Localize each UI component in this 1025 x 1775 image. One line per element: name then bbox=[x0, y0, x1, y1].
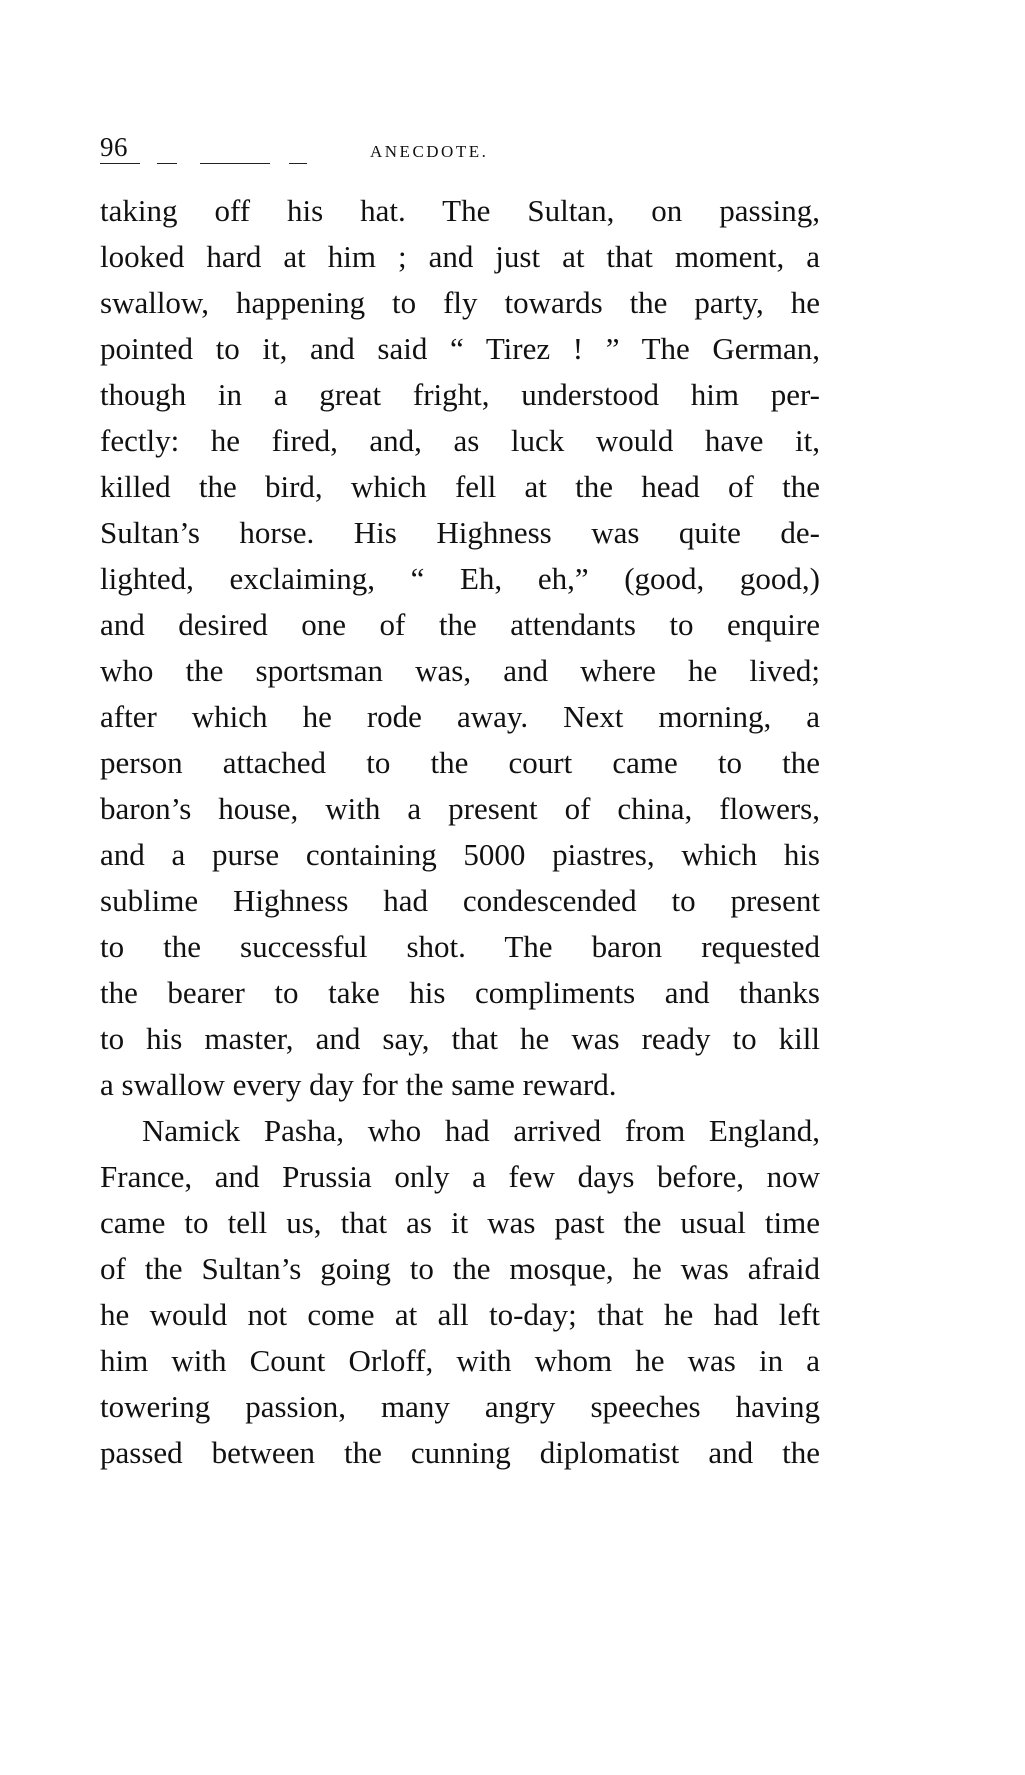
text-line: Sultan’s horse. His Highness was quite de- bbox=[100, 515, 820, 550]
text-line: a swallow every day for the same reward. bbox=[100, 1067, 617, 1102]
text-line: pointed to it, and said “ Tirez ! ” The German, bbox=[100, 331, 820, 366]
text-line: looked hard at him ; and just at that moment, a bbox=[100, 239, 820, 274]
text-line: after which he rode away. Next morning, a bbox=[100, 699, 820, 734]
text-line: he would not come at all to-day; that he had left bbox=[100, 1297, 820, 1332]
text-line: fectly: he fired, and, as luck would have it, bbox=[100, 423, 820, 458]
body-text bbox=[100, 188, 820, 1476]
text-line: the bearer to take his compliments and thanks bbox=[100, 975, 820, 1010]
text-line: and a purse containing 5000 piastres, which his bbox=[100, 837, 820, 872]
text-line: taking off his hat. The Sultan, on passing, bbox=[100, 193, 820, 228]
text-line: of the Sultan’s going to the mosque, he was afraid bbox=[100, 1251, 820, 1286]
text-line: person attached to the court came to the bbox=[100, 745, 820, 780]
text-line: sublime Highness had condescended to present bbox=[100, 883, 820, 918]
head-rule bbox=[100, 163, 140, 164]
text-line: lighted, exclaiming, “ Eh, eh,” (good, good,) bbox=[100, 561, 820, 596]
running-head bbox=[100, 132, 820, 172]
text-line: and desired one of the attendants to enquire bbox=[100, 607, 820, 642]
text-line: though in a great fright, understood him per- bbox=[100, 377, 820, 412]
text-line: France, and Prussia only a few days before, now bbox=[100, 1159, 820, 1194]
text-line: to the successful shot. The baron requested bbox=[100, 929, 820, 964]
text-line: killed the bird, which fell at the head of the bbox=[100, 469, 820, 504]
running-title: ANECDOTE. bbox=[370, 142, 489, 161]
text-line: who the sportsman was, and where he lived; bbox=[100, 653, 820, 688]
text-line: to his master, and say, that he was ready to kill bbox=[100, 1021, 820, 1056]
page-number: 96 bbox=[100, 132, 128, 162]
text-line: came to tell us, that as it was past the usual time bbox=[100, 1205, 820, 1240]
text-line: towering passion, many angry speeches having bbox=[100, 1389, 820, 1424]
head-rule bbox=[157, 163, 177, 164]
head-rule bbox=[289, 163, 307, 164]
text-line: baron’s house, with a present of china, flowers, bbox=[100, 791, 820, 826]
head-rule bbox=[200, 163, 270, 164]
text-line: passed between the cunning diplomatist and the bbox=[100, 1435, 820, 1470]
text-line: swallow, happening to fly towards the party, he bbox=[100, 285, 820, 320]
text-line: Namick Pasha, who had arrived from England, bbox=[142, 1113, 820, 1148]
text-line: him with Count Orloff, with whom he was in a bbox=[100, 1343, 820, 1378]
